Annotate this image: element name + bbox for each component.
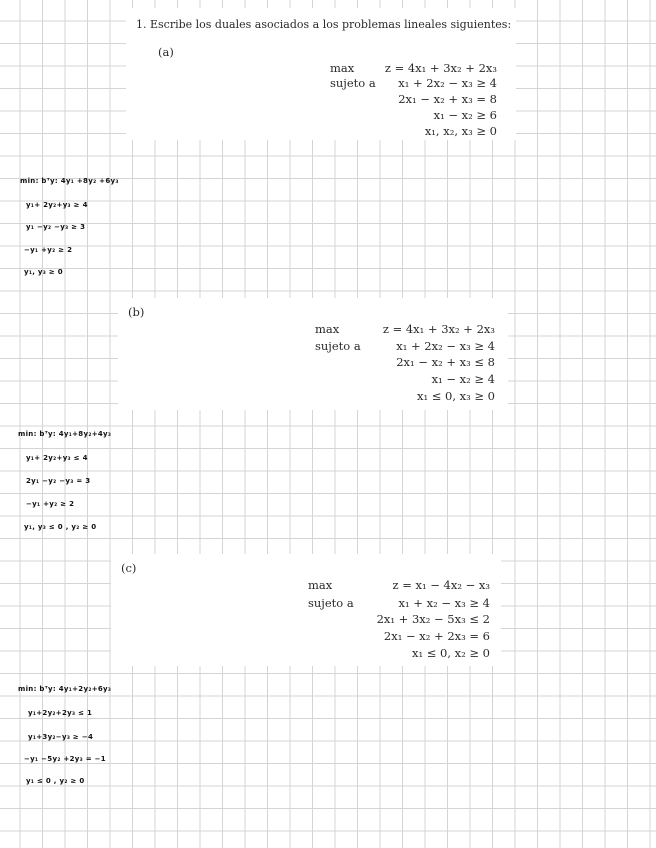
problem-c-label: (c): [121, 561, 137, 575]
problem-b-constraint-1: x₁ + 2x₂ − x₃ ≥ 4: [396, 339, 495, 353]
problem-a-objective-keyword: max: [330, 61, 355, 75]
problem-b-objective: z = 4x₁ + 3x₂ + 2x₃: [382, 322, 495, 336]
problem-b-label: (b): [128, 305, 145, 319]
problem-c-constraint-3: 2x₁ − x₂ + 2x₃ = 6: [383, 629, 490, 643]
problem-c-constraint-4: x₁ ≤ 0, x₂ ≥ 0: [411, 646, 490, 660]
problem-a-handwritten-line-5: y₁, y₃ ≥ 0: [24, 268, 63, 276]
problem-c-objective: z = x₁ − 4x₂ − x₃: [392, 578, 490, 592]
problem-b-handwritten-line-2: y₁+ 2y₂+y₃ ≤ 4: [26, 454, 88, 462]
problem-b-handwritten-line-3: 2y₁ −y₂ −y₃ = 3: [26, 477, 91, 485]
problem-c-handwritten-line-3: y₁+3y₂−y₃ ≥ −4: [28, 733, 94, 741]
problem-a-objective: z = 4x₁ + 3x₂ + 2x₃: [384, 61, 497, 75]
exercise-heading: 1. Escribe los duales asociados a los problemas lineales siguientes:: [136, 18, 512, 31]
problem-b-constraint-4: x₁ ≤ 0, x₃ ≥ 0: [416, 389, 495, 403]
problem-c-handwritten-line-5: y₁ ≤ 0 , y₂ ≥ 0: [26, 777, 85, 785]
problem-b-objective-keyword: max: [315, 322, 340, 336]
problem-a-handwritten-line-3: y₁ −y₂ −y₃ ≥ 3: [26, 223, 86, 231]
problem-b-constraint-2: 2x₁ − x₂ + x₃ ≤ 8: [396, 355, 495, 369]
problem-a-label: (a): [158, 45, 174, 59]
problem-c-objective-keyword: max: [308, 578, 333, 592]
problem-c-subject-to: sujeto a: [308, 596, 354, 610]
problem-c-handwritten-line-2: y₁+2y₂+2y₃ ≤ 1: [28, 709, 93, 717]
problem-b-handwritten-line-4: −y₁ +y₂ ≥ 2: [26, 500, 75, 508]
problem-c-constraint-2: 2x₁ + 3x₂ − 5x₃ ≤ 2: [376, 612, 490, 626]
problem-a-constraint-1: x₁ + 2x₂ − x₃ ≥ 4: [398, 76, 497, 90]
problem-a-handwritten-line-1: min: bᵀy: 4y₁ +8y₂ +6y₃: [20, 177, 119, 185]
problem-b-constraint-3: x₁ − x₂ ≥ 4: [431, 372, 495, 386]
problem-b-subject-to: sujeto a: [315, 339, 361, 353]
problem-a-constraint-4: x₁, x₂, x₃ ≥ 0: [424, 124, 497, 138]
problem-a-subject-to: sujeto a: [330, 76, 376, 90]
problem-c-constraint-1: x₁ + x₂ − x₃ ≥ 4: [398, 596, 490, 610]
problem-a-handwritten-line-4: −y₁ +y₂ ≥ 2: [24, 246, 73, 254]
problem-c-handwritten-line-1: min: bᵀy: 4y₁+2y₂+6y₃: [18, 685, 112, 693]
problem-b-handwritten-line-5: y₁, y₃ ≤ 0 , y₂ ≥ 0: [24, 523, 97, 531]
problem-b-handwritten-line-1: min: bᵀy: 4y₁+8y₂+4y₃: [18, 430, 112, 438]
problem-a-constraint-3: x₁ − x₂ ≥ 6: [433, 108, 497, 122]
problem-a-handwritten-line-2: y₁+ 2y₂+y₃ ≥ 4: [26, 201, 88, 209]
problem-a-constraint-2: 2x₁ − x₂ + x₃ = 8: [398, 92, 497, 106]
problem-c-handwritten-line-4: −y₁ −5y₂ +2y₃ = −1: [24, 755, 106, 763]
